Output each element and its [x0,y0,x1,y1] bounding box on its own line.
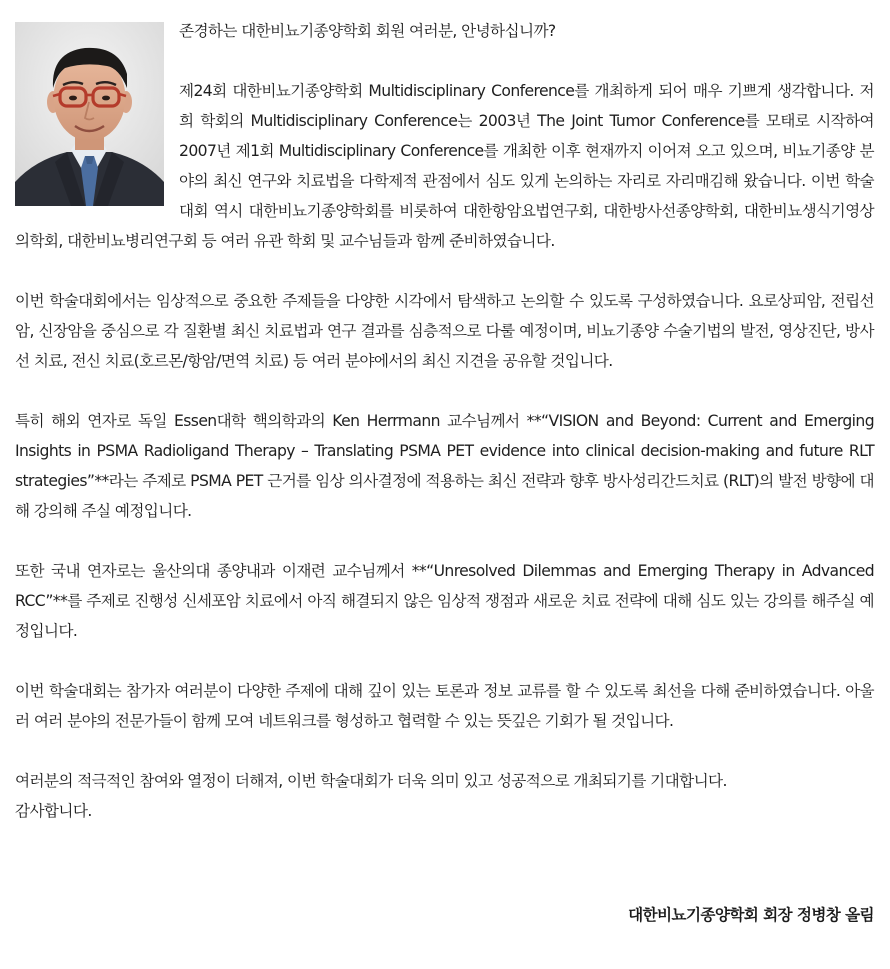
networking-paragraph: 이번 학술대회는 참가자 여러분이 다양한 주제에 대해 깊이 있는 토론과 정보 교류를 할 수 있도록 최선을 다해 준비하였습니다. 아울러 여러 분야의 전문가들이 함께 모여 네트워크를 형성하고 협력할 수 있는 뜻깊은 기회가 될 것입니다. [15,682,874,730]
greeting-line: 존경하는 대한비뇨기종양학회 회원 여러분, 안녕하십니까? [179,22,556,40]
signature-line: 대한비뇨기종양학회 회장 정병창 올림 [628,906,874,924]
program-paragraph: 이번 학술대회에서는 임상적으로 중요한 주제들을 다양한 시각에서 탐색하고 논의할 수 있도록 구성하였습니다. 요로상피암, 전립선암, 신장암을 중심으로 각 질환별 최신 치료법과 연구 결과를 심층적으로 다룰 예정이며, 비뇨기종양 수술기법의 발전, 영상진단, 방사선 치료, 전신 치료(호르몬/항암/면역 치료) 등 여러 분야에서의 최신 지견을 공유할 것입니다. [15,292,874,370]
thanks-line: 감사합니다. [15,802,92,820]
portrait-spacer [15,16,179,208]
closing-paragraph: 여러분의 적극적인 참여와 열정이 더해져, 이번 학술대회가 더욱 의미 있고 성공적으로 개최되기를 기대합니다. [15,772,727,790]
letter-body [15,16,874,826]
overseas-speaker-paragraph: 특히 해외 연자로 독일 Essen대학 핵의학과의 Ken Herrmann 교수님께서 **“VISION and Beyond: Current and Emerging Insights in PSMA Radioligand Therapy – Translating PSMA PET evidence into clinical decision-making and future RLT strategies”**라는 주제로 PSMA PET 근거를 임상 의사결정에 적용하는 최신 전략과 향후 방사성리간드치료 (RLT)의 발전 방향에 대해 강의해 주실 예정입니다. [15,412,874,520]
domestic-speaker-paragraph: 또한 국내 연자로는 울산의대 종양내과 이재련 교수님께서 **“Unresolved Dilemmas and Emerging Therapy in Advanced RCC”**를 주제로 진행성 신세포암 치료에서 아직 해결되지 않은 임상적 쟁점과 새로운 치료 전략에 대해 심도 있는 강의를 해주실 예정입니다. [15,562,874,640]
intro-paragraph: 제24회 대한비뇨기종양학회 Multidisciplinary Conference를 개최하게 되어 매우 기쁘게 생각합니다. 저희 학회의 Multidisciplinary Conference는 2003년 The Joint Tumor Conference를 모태로 시작하여 2007년 제1회 Multidisciplinary Conference를 개최한 이후 현재까지 이어져 오고 있으며, 비뇨기종양 분야의 최신 연구와 치료법을 다학제적 관점에서 심도 있게 논의하는 자리로 자리매김해 왔습니다. 이번 학술대회 역시 대한비뇨기종양학회를 비롯하여 대한항암요법연구회, 대한방사선종양학회, 대한비뇨생식기영상의학회, 대한비뇨병리연구회 등 여러 유관 학회 및 교수님들과 함께 준비하였습니다. [15,82,874,250]
